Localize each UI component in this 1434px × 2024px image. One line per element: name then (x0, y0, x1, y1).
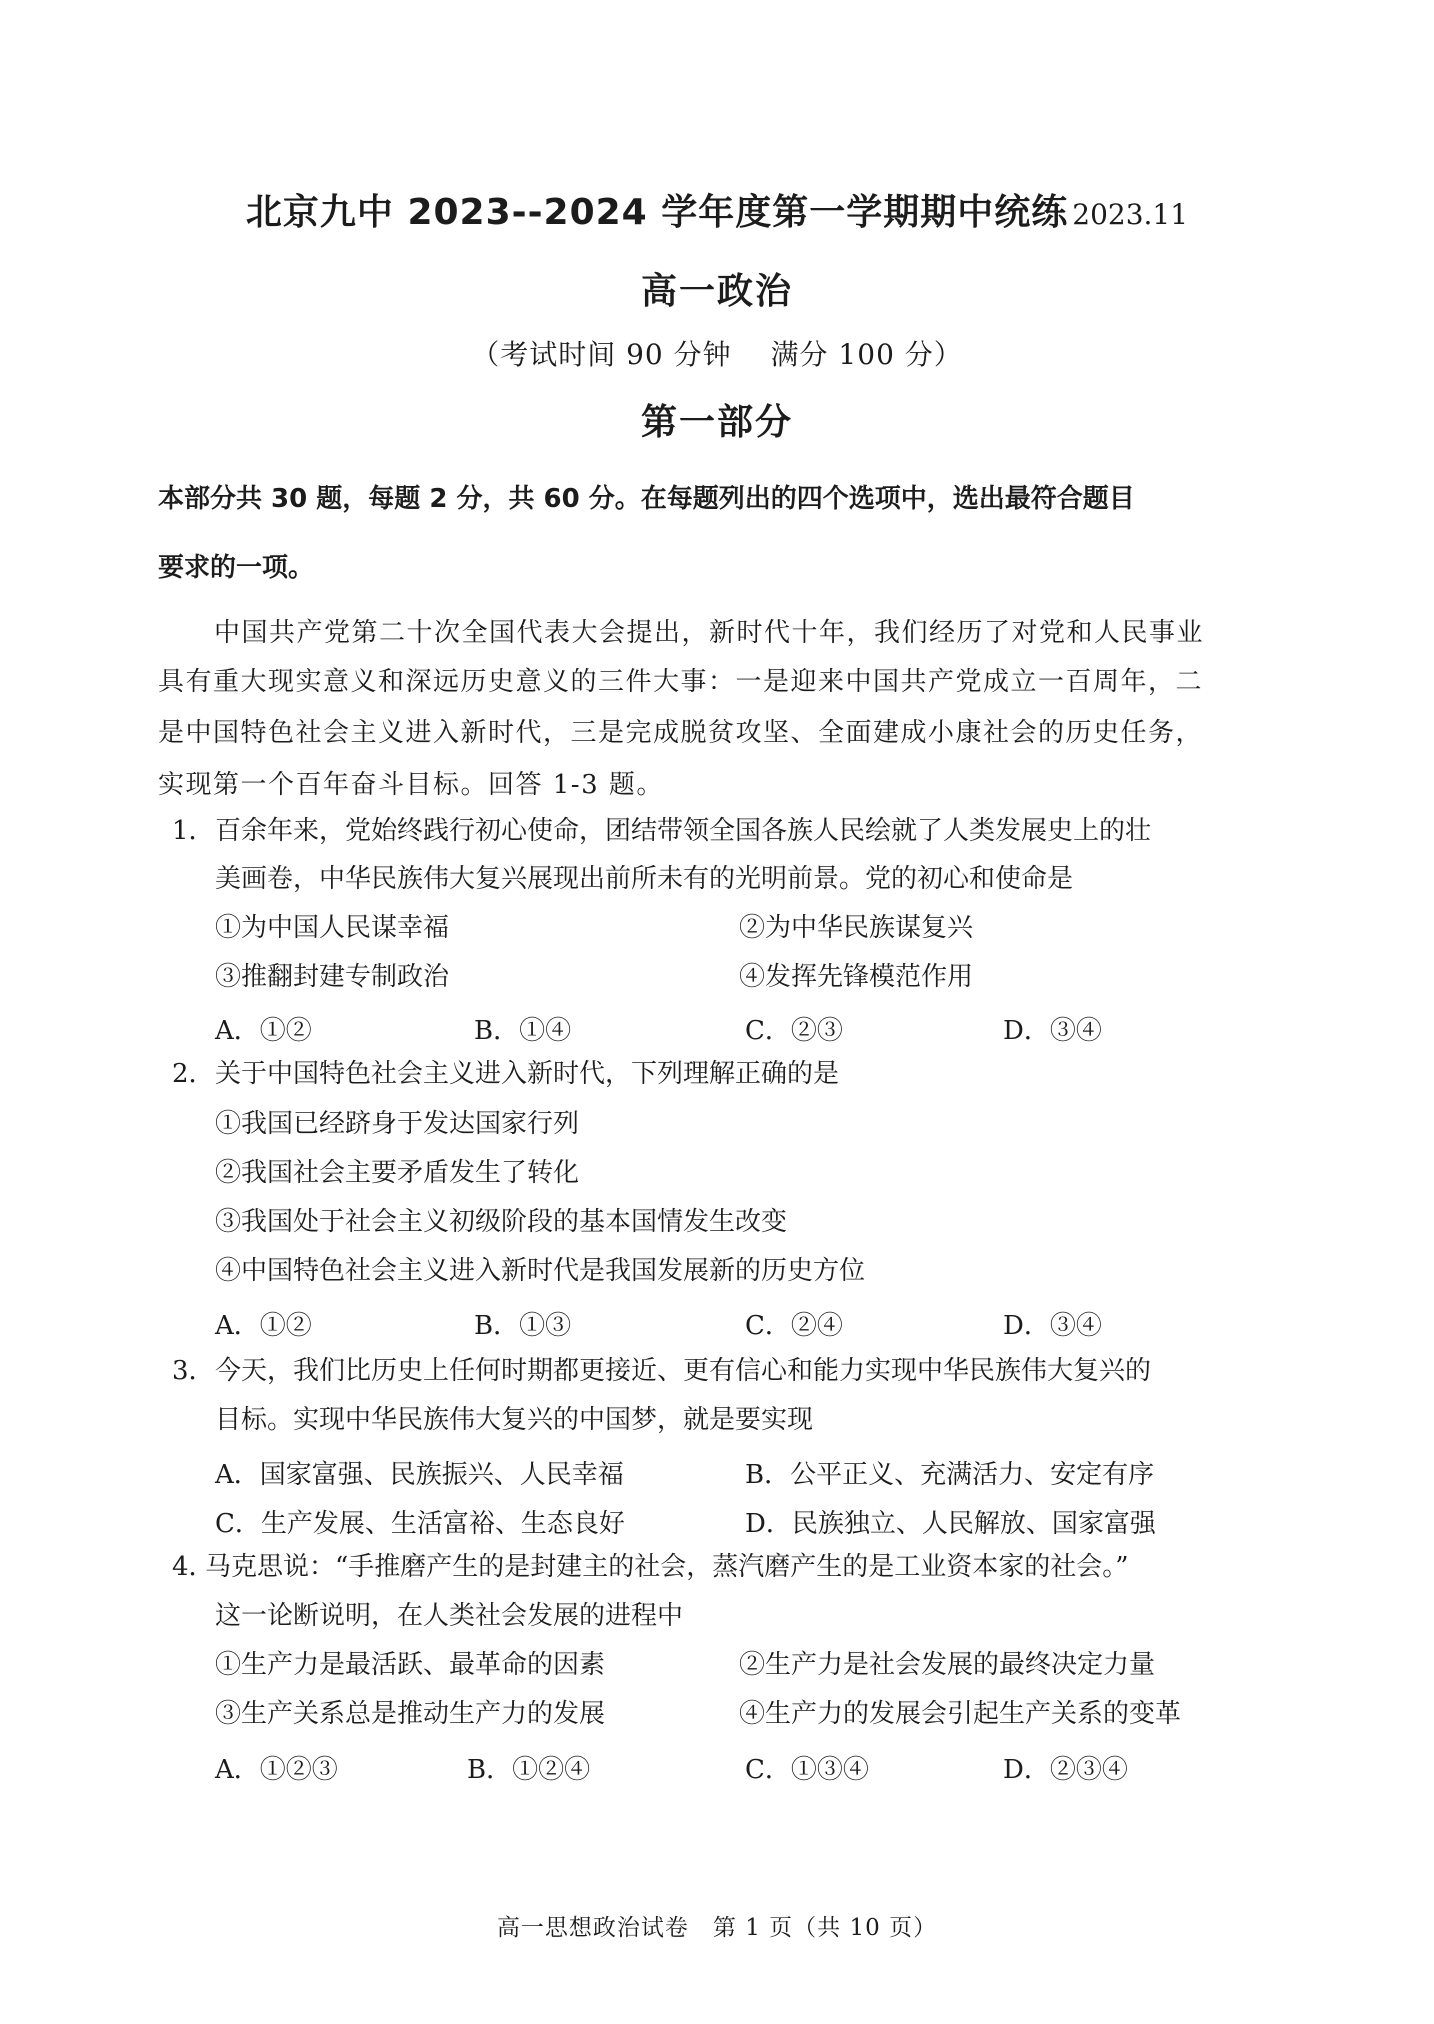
passage-line-3: 是中国特色社会主义进入新时代，三是完成脱贫攻坚、全面建成小康社会的历史任务， (158, 718, 1204, 748)
question-3-number: 3． (172, 1356, 215, 1386)
exam-title-text: 北京九中 2023--2024 学年度第一学期期中统练 (245, 192, 1069, 233)
question-2-item-2: ②我国社会主要矛盾发生了转化 (215, 1158, 580, 1188)
question-3-option-c[interactable]: C．生产发展、生活富裕、生态良好 (215, 1509, 625, 1539)
question-2-item-4: ④中国特色社会主义进入新时代是我国发展新的历史方位 (215, 1256, 866, 1286)
question-3-option-a[interactable]: A．国家富强、民族振兴、人民幸福 (215, 1460, 624, 1490)
question-3-option-b[interactable]: B．公平正义、充满活力、安定有序 (745, 1460, 1155, 1490)
question-1-option-a[interactable]: A．①② (215, 1016, 312, 1046)
passage-line-4: 实现第一个百年奋斗目标。回答 1-3 题。 (158, 770, 664, 800)
question-1-stem-line-1: 百余年来，党始终践行初心使命，团结带领全国各族人民绘就了人类发展史上的壮 (215, 816, 1152, 846)
question-4-stem-line-2: 这一论断说明，在人类社会发展的进程中 (215, 1601, 684, 1631)
question-1-item-4: ④发挥先锋模范作用 (739, 962, 974, 992)
question-2-item-3: ③我国处于社会主义初级阶段的基本国情发生改变 (215, 1207, 788, 1237)
question-4-item-4: ④生产力的发展会引起生产关系的变革 (739, 1699, 1182, 1729)
question-1-item-1: ①为中国人民谋幸福 (215, 913, 450, 943)
question-2-stem: 关于中国特色社会主义进入新时代，下列理解正确的是 (215, 1059, 840, 1089)
question-1-stem-line-2: 美画卷，中华民族伟大复兴展现出前所未有的光明前景。党的初心和使命是 (215, 864, 1074, 894)
page-footer: 高一思想政治试卷 第 1 页（共 10 页） (496, 1915, 938, 1941)
question-2-number: 2． (172, 1059, 215, 1089)
instructions-line-1: 本部分共 30 题，每题 2 分，共 60 分。在每题列出的四个选项中，选出最符合题目 (158, 484, 1135, 514)
question-1-option-b[interactable]: B．①④ (474, 1016, 572, 1046)
question-4-number: 4． (172, 1552, 215, 1582)
passage-line-1: 中国共产党第二十次全国代表大会提出，新时代十年，我们经历了对党和人民事业 (214, 618, 1205, 648)
question-2-option-d[interactable]: D．③④ (1003, 1311, 1102, 1341)
question-1-item-2: ②为中华民族谋复兴 (739, 913, 974, 943)
question-4-option-d[interactable]: D．②③④ (1003, 1755, 1128, 1785)
passage-line-2: 具有重大现实意义和深远历史意义的三件大事：一是迎来中国共产党成立一百周年，二 (158, 667, 1204, 697)
question-4-option-a[interactable]: A．①②③ (215, 1755, 338, 1785)
exam-date: 2023.11 (1072, 198, 1189, 231)
question-4-item-2: ②生产力是社会发展的最终决定力量 (739, 1650, 1156, 1680)
question-3-option-d[interactable]: D．民族独立、人民解放、国家富强 (745, 1509, 1156, 1539)
question-2-option-b[interactable]: B．①③ (474, 1311, 572, 1341)
question-1-number: 1． (172, 816, 215, 846)
question-2-option-a[interactable]: A．①② (215, 1311, 312, 1341)
exam-title (0, 184, 1434, 235)
question-4-item-3: ③生产关系总是推动生产力的发展 (215, 1699, 606, 1729)
question-3-stem-line-2: 目标。实现中华民族伟大复兴的中国梦，就是要实现 (215, 1405, 814, 1435)
question-2-option-c[interactable]: C．②④ (745, 1311, 843, 1341)
question-4-item-1: ①生产力是最活跃、最革命的因素 (215, 1650, 606, 1680)
question-4-option-c[interactable]: C．①③④ (745, 1755, 869, 1785)
part-title: 第一部分 (640, 402, 793, 443)
question-4-stem-line-1: 马克思说：“手推磨产生的是封建主的社会，蒸汽磨产生的是工业资本家的社会。” (205, 1552, 1129, 1582)
instructions-line-2: 要求的一项。 (158, 553, 315, 583)
question-3-stem-line-1: 今天，我们比历史上任何时期都更接近、更有信心和能力实现中华民族伟大复兴的 (215, 1356, 1152, 1386)
question-1-option-c[interactable]: C．②③ (745, 1016, 843, 1046)
exam-info: （考试时间 90 分钟 满分 100 分） (471, 338, 963, 371)
question-4-option-b[interactable]: B．①②④ (467, 1755, 591, 1785)
question-1-item-3: ③推翻封建专制政治 (215, 962, 450, 992)
subject-heading: 高一政治 (640, 271, 793, 312)
question-2-item-1: ①我国已经跻身于发达国家行列 (215, 1109, 580, 1139)
question-1-option-d[interactable]: D．③④ (1003, 1016, 1102, 1046)
